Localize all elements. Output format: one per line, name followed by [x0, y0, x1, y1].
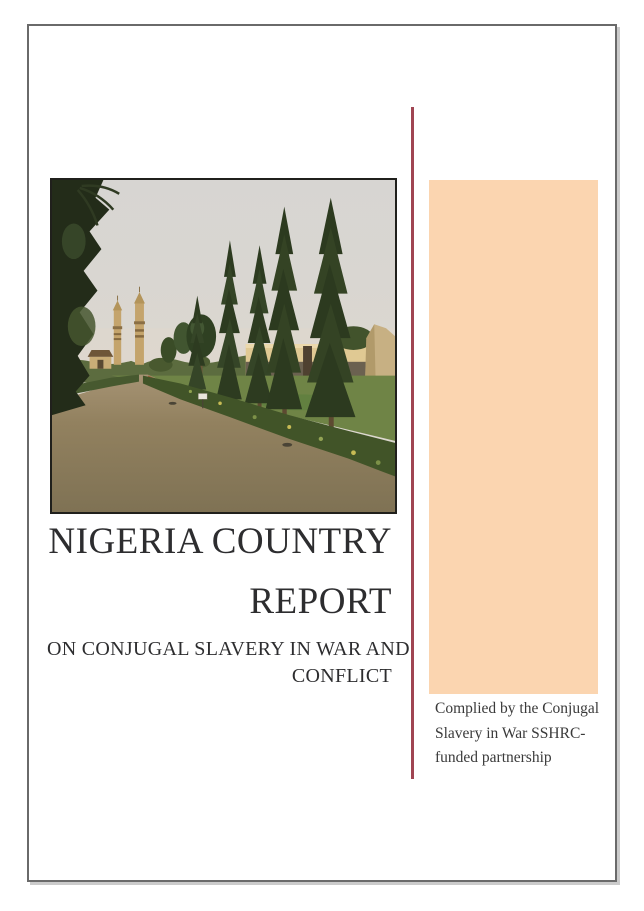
avenue-minarets-photo-scene: [52, 180, 395, 512]
road-mark: [169, 402, 177, 405]
report-subtitle-line-2: CONFLICT: [291, 665, 392, 687]
byline: [435, 697, 607, 771]
byline-line-1: Complied by the Conjugal: [435, 700, 600, 717]
title-block: [47, 512, 392, 632]
byline-line-2: Slavery in War SSHRC-: [435, 724, 586, 742]
report-title-line-2: REPORT: [249, 581, 392, 622]
subtitle-block: [47, 636, 410, 690]
road-mark: [282, 443, 292, 447]
accent-panel: [429, 180, 598, 694]
byline-line-3: funded partnership: [435, 749, 552, 766]
gatehouse: [88, 350, 114, 369]
report-title-line-1: NIGERIA COUNTRY: [48, 521, 392, 562]
document-page: [27, 24, 617, 882]
vertical-accent-rule: [411, 107, 414, 779]
cover-photo: [50, 178, 397, 514]
report-subtitle-line-1: ON CONJUGAL SLAVERY IN WAR AND: [47, 638, 410, 660]
